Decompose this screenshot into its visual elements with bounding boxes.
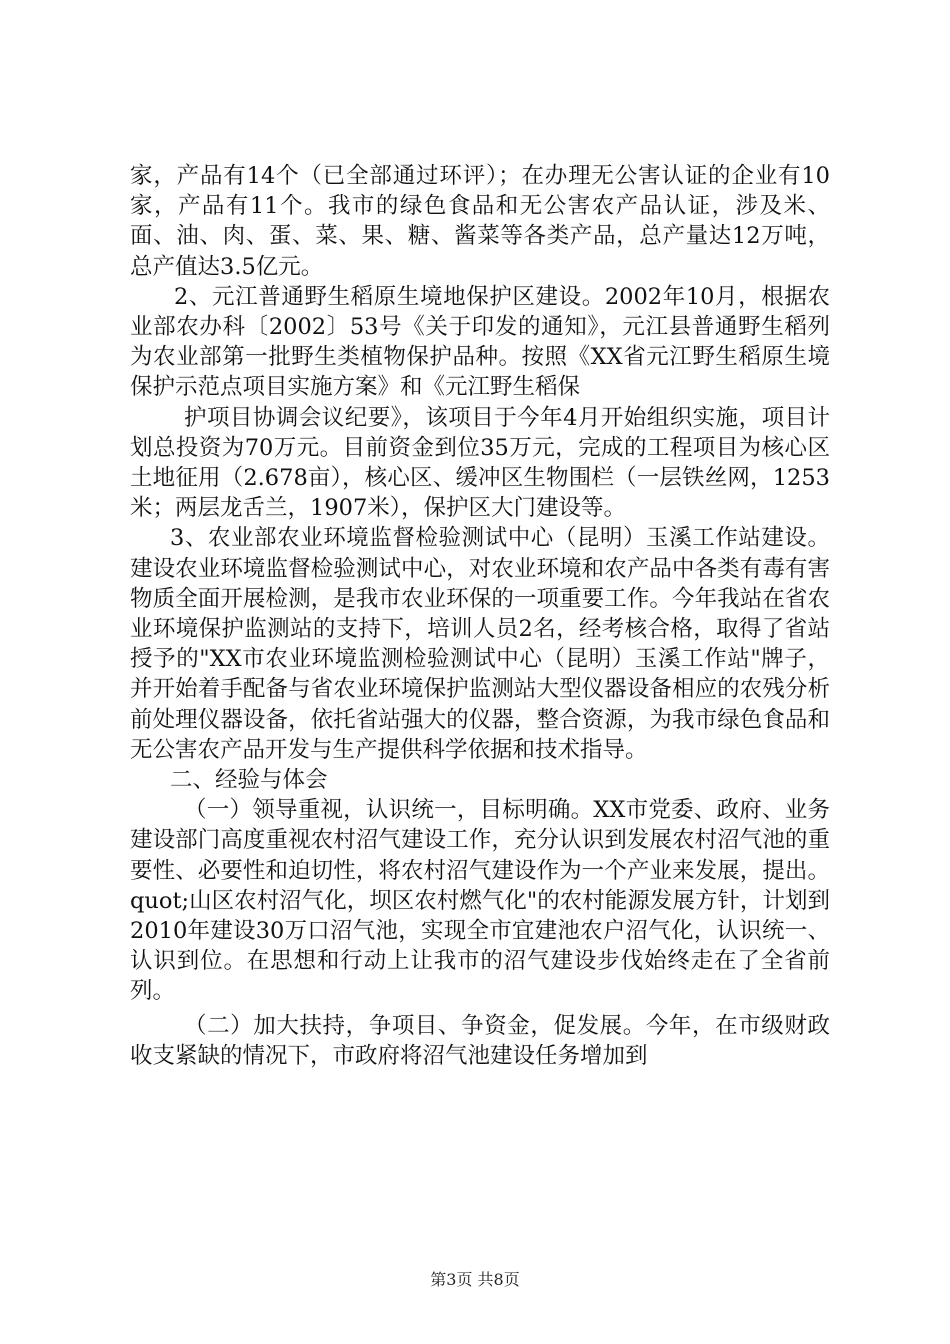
paragraph-wild-rice-progress: 护项目协调会议纪要》，该项目于今年4月开始组织实施，项目计划总投资为70万元。目前资金到位35万元，完成的工程项目为核心区土地征用（2.678亩），核心区、缓冲区生物围栏（一层铁丝网，1253米；两层龙舌兰，1907米），保护区大门建设等。 [130, 404, 830, 522]
paragraph-testing-station: 3、农业部农业环境监督检验测试中心（昆明）玉溪工作站建设。建设农业环境监督检验测试中心，对农业环境和农产品中各类有毒有害物质全面开展检测，是我市农业环保的一项重要工作。今年我站在省农业环境保护监测站的支持下，培训人员2名，经考核合格，取得了省站授予的"XX市农业环境监测检验测试中心（昆明）玉溪工作站"牌子，并开始着手配备与省农业环境保护监测站大型仪器设备相应的农残分析前处理仪器设备，依托省站强大的仪器，整合资源，为我市绿色食品和无公害农产品开发与生产提供科学依据和技术指导。 [130, 525, 830, 763]
paragraph-leadership: （一）领导重视，认识统一，目标明确。XX市党委、政府、业务建设部门高度重视农村沼气建设工作，充分认识到发展农村沼气池的重要性、必要性和迫切性，将农村沼气建设作为一个产业来发展，提出。quot;山区农村沼气化，坝区农村燃气化"的农村能源发展方针，计划到2010年建设30万口沼气池，实现全市宜建池农户沼气化，认识统一、认识到位。在思想和行动上让我市的沼气建设步伐始终走在了全省前列。 [130, 797, 830, 1005]
paragraph-certification-summary: 家，产品有14个（已全部通过环评）；在办理无公害认证的企业有10家，产品有11个。我市的绿色食品和无公害农产品认证，涉及米、面、油、肉、蛋、菜、果、糖、酱菜等各类产品，总产量达12万吨，总产值达3.5亿元。 [130, 163, 830, 280]
paragraph-support: （二）加大扶持，争项目、争资金，促发展。今年，在市级财政收支紧缺的情况下，市政府将沼气池建设任务增加到 [130, 1012, 830, 1069]
body-text [130, 161, 830, 1071]
paragraph-wild-rice-protection: 2、元江普通野生稻原生境地保护区建设。2002年10月，根据农业部农办科〔2002〕53号《关于印发的通知》，元江县普通野生稻列为农业部第一批野生类植物保护品种。按照《XX省元江野生稻原生境保护示范点项目实施方案》和《元江野生稻保 [130, 283, 830, 401]
page-number-footer: 第3页 共8页 [430, 1270, 520, 1289]
section-heading-experience: 二、经验与体会 [170, 767, 328, 794]
